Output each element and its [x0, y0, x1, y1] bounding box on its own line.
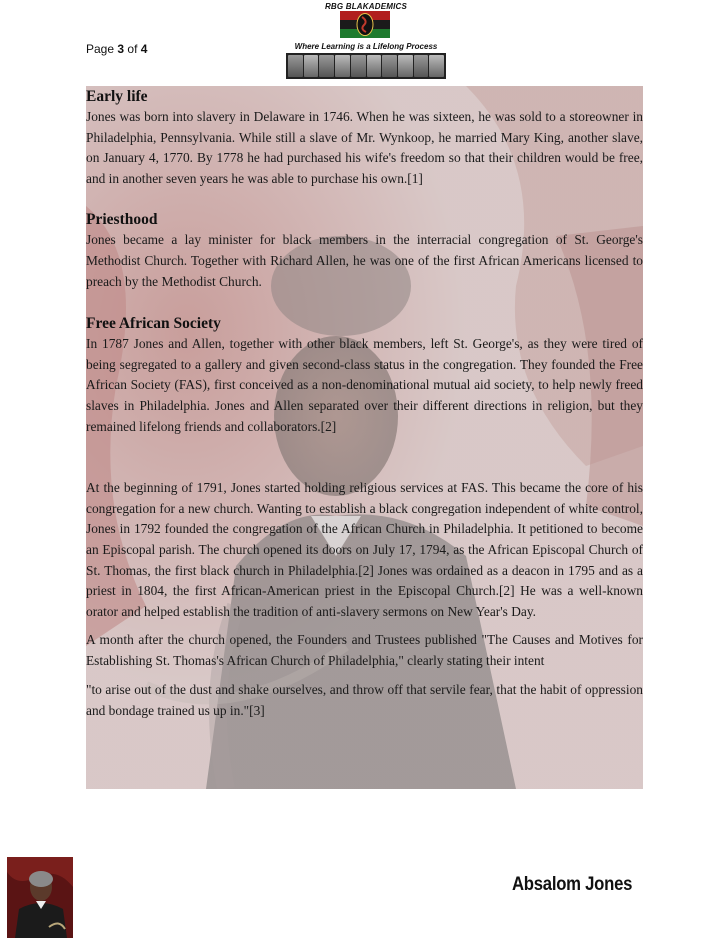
- page-number: [86, 42, 147, 56]
- main-content: [86, 86, 643, 722]
- logo-emblem-icon: [340, 11, 390, 38]
- paragraph-fas-quote: "to arise out of the dust and shake ourselves, and throw off that servile fear, that the habit of oppression and bondage trained us up in."[3]: [86, 682, 643, 719]
- page-total: 4: [140, 42, 148, 56]
- paragraph-early-life: Jones was born into slavery in Delaware in 1746. When he was sixteen, he was sold to a storeowner in Philadelphia, Pennsylvania. While still a slave of Mr. Wynkoop, he married Mary King, another slave, on January 4, 1770. By 1778 he had purchased his wife's freedom so that their children would be free, and in another seven years he was able to purchase his own.[1]: [86, 109, 643, 186]
- paragraph-priesthood: Jones became a lay minister for black members in the interracial congregation of St. George's Methodist Church. Together with Richard Allen, he was one of the first African Americans licensed to preach by the Methodist Church.: [86, 232, 643, 289]
- heading-free-african-society: Free African Society: [86, 315, 221, 333]
- footer-title: Absalom Jones: [512, 874, 633, 895]
- heading-early-life: Early life: [86, 88, 148, 105]
- heading-priesthood: Priesthood: [86, 211, 158, 229]
- header-logo: [284, 0, 448, 82]
- section-early-life: [86, 87, 643, 189]
- logo-portrait-strip: [286, 53, 446, 79]
- logo-title: RBG BLAKADEMICS: [324, 2, 408, 11]
- paragraph-fas-founding: In 1787 Jones and Allen, together with other black members, left St. George's, as they were tired of being segregated to a gallery and given second-class status in the congregation. They founded the Free African Society (FAS), first conceived as a non-denominational mutual aid society, to help newly freed slaves in Philadelphia. Jones and Allen separated over their different directions in religion, but they remained lifelong friends and collaborators.[2]: [86, 336, 643, 434]
- paragraph-fas-publication: A month after the church opened, the Founders and Trustees published "The Causes and Motives for Establishing St. Thomas's African Church of Philadelphia," clearly stating their intent: [86, 632, 643, 668]
- page-of: of: [127, 42, 138, 56]
- section-free-african-society: [86, 314, 643, 722]
- paragraph-fas-church: At the beginning of 1791, Jones started holding religious services at FAS. This became the core of his congregation for a new church. Wanting to establish a black congregation independent of white control, Jones in 1792 founded the congregation of the African Church in Philadelphia. It petitioned to become an Episcopal parish. The church opened its doors on July 17, 1794, as the African Episcopal Church of St. Thomas, the first black church in Philadelphia.[2] Jones was ordained as a deacon in 1795 and as a priest in 1804, the first African-American priest in the Episcopal Church.[2] He was a well-known orator and helped establish the tradition of anti-slavery sermons on New Year's Day.: [86, 480, 643, 619]
- absalom-jones-portrait-thumbnail: [7, 857, 73, 938]
- logo-tagline: Where Learning is a Lifelong Process: [294, 42, 438, 51]
- page-word: Page: [86, 42, 115, 56]
- page-current: 3: [117, 42, 125, 56]
- section-priesthood: [86, 210, 643, 292]
